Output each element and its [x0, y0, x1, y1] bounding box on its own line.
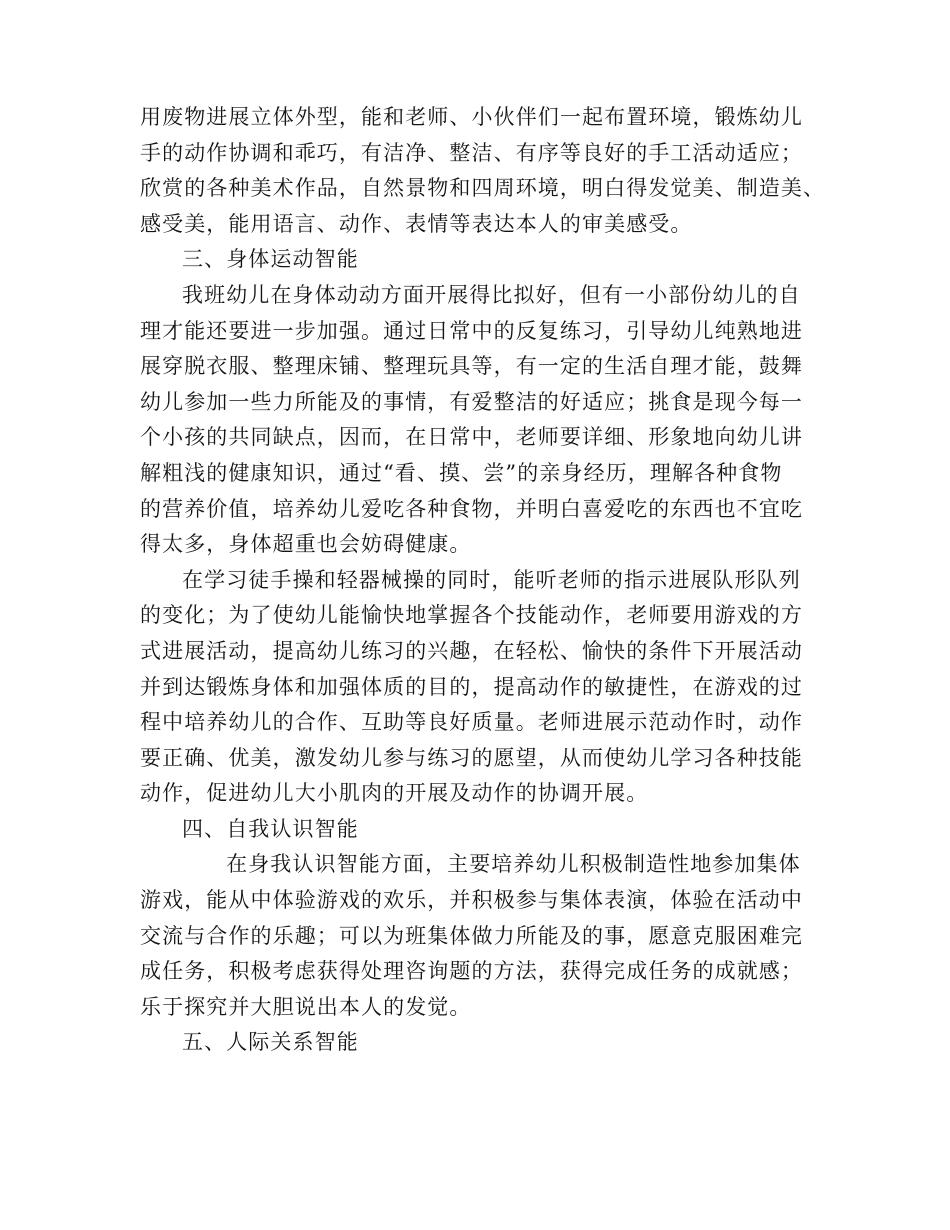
body-movement-paragraph-2 [140, 563, 840, 599]
text-line: 我班幼儿在身体动动方面开展得比拟好，但有一小部份幼儿的自 [182, 282, 801, 307]
text-line: 理才能还要进一步加强。通过日常中的反复练习，引导幼儿纯熟地进 [140, 318, 803, 343]
intro-paragraph [140, 100, 840, 242]
text-line: 的变化；为了使幼儿能愉快地掌握各个技能动作，老师要用游戏的方 [140, 603, 803, 628]
text-line: 式进展活动，提高幼儿练习的兴趣，在轻松、愉快的条件下开展活动 [140, 638, 803, 663]
text-line: 在学习徒手操和轻器械操的同时，能听老师的指示进展队形队列 [182, 567, 801, 592]
text-line: 游戏，能从中体验游戏的欢乐，并积极参与集体表演，体验在活动中 [140, 888, 803, 913]
self-awareness-paragraph [140, 847, 840, 883]
text-line: 交流与合作的乐趣；可以为班集体做力所能及的事，愿意克服困难完 [140, 923, 803, 948]
body-movement-paragraph-2-continued [140, 598, 840, 812]
text-line: 展穿脱衣服、整理床铺、整理玩具等，有一定的生活自理才能，鼓舞 [140, 354, 803, 379]
text-line: 幼儿参加一些力所能及的事情，有爱整洁的好适应；挑食是现今每一 [140, 389, 803, 414]
body-movement-paragraph-1 [140, 278, 840, 314]
text-line: 的营养价值，培养幼儿爱吃各种食物，并明白喜爱吃的东西也不宜吃 [140, 496, 803, 521]
text-line: 解粗浅的健康知识，通过“看、摸、尝”的亲身经历，理解各种食物 [140, 460, 783, 485]
self-awareness-paragraph-continued [140, 883, 840, 1025]
text-line: 乐于探究并大胆说出本人的发觉。 [140, 994, 472, 1019]
text-line: 成任务，积极考虑获得处理咨询题的方法，获得完成任务的成就感； [140, 959, 803, 984]
document-body [140, 100, 840, 1061]
text-line: 欣赏的各种美术作品，自然景物和四周环境，明白得发觉美、制造美、 [140, 176, 826, 201]
text-line: 用废物进展立体外型，能和老师、小伙伴们一起布置环境，锻炼幼儿 [140, 105, 803, 129]
text-line: 动作，促进幼儿大小肌肉的开展及动作的协调开展。 [140, 781, 649, 806]
text-line: 在身我认识智能方面，主要培养幼儿积极制造性地参加集体 [226, 852, 801, 877]
text-line: 程中培养幼儿的合作、互助等良好质量。老师进展示范动作时，动作 [140, 710, 803, 735]
text-line: 个小孩的共同缺点，因而，在日常中，老师要详细、形象地向幼儿讲 [140, 425, 803, 450]
section-heading-self-awareness: 四、自我认识智能 [182, 816, 359, 841]
section-heading-body-movement: 三、身体运动智能 [182, 247, 359, 272]
text-line: 并到达锻炼身体和加强体质的目的，提高动作的敏捷性，在游戏的过 [140, 674, 803, 699]
section-heading-interpersonal: 五、人际关系智能 [182, 1030, 359, 1055]
text-line: 感受美，能用语言、动作、表情等表达本人的审美感受。 [140, 211, 693, 236]
text-line: 手的动作协调和乖巧，有洁净、整洁、有序等良好的手工活动适应； [140, 140, 803, 165]
body-movement-paragraph-1-continued [140, 314, 840, 563]
text-line: 得太多，身体超重也会妨碍健康。 [140, 532, 472, 557]
text-line: 要正确、优美，激发幼儿参与练习的愿望，从而使幼儿学习各种技能 [140, 745, 803, 770]
